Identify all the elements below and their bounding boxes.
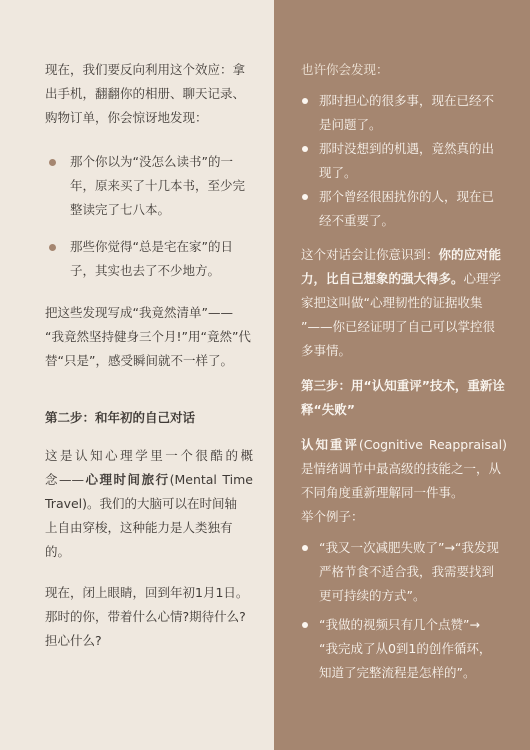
text-line: “我又一次减肥失败了”→“我发现 <box>319 540 499 555</box>
text-line: 这是认知心理学里一个很酷的概 <box>45 448 253 463</box>
right-column <box>274 0 530 750</box>
bullet-dot-icon <box>49 159 56 166</box>
list-item <box>45 150 253 222</box>
text-span: 念—— <box>45 472 85 487</box>
text-line: 那些你觉得“总是宅在家”的日 <box>70 239 233 254</box>
right-bullet-list <box>301 89 507 233</box>
text-line: 经不重要了。 <box>319 213 395 228</box>
text-line: “我完成了从0到1的创作循环， <box>319 641 492 656</box>
text-line: 整读完了七八本。 <box>70 202 171 217</box>
right-paragraph-a <box>301 243 507 363</box>
list-item <box>45 235 253 283</box>
text-line: “我做的视频只有几个点赞”→ <box>319 617 480 632</box>
right-intro <box>301 58 507 82</box>
text-line <box>301 433 507 457</box>
text-line: “我竟然坚持健身三个月!”用“竟然”代 <box>45 329 251 344</box>
text-line: 更可持续的方式”。 <box>319 588 426 603</box>
bullet-dot-icon <box>302 545 308 551</box>
left-bullet-list <box>45 150 253 222</box>
text-line: ”——你已经证明了自己可以掌控很 <box>301 319 495 334</box>
left-intro-paragraph <box>45 58 253 130</box>
text-line: 是情绪调节中最高级的技能之一，从 <box>301 461 502 476</box>
text-line: 多事情。 <box>301 343 352 358</box>
text-line: 担心什么? <box>45 633 102 648</box>
text-span: 这个对话会让你意识到： <box>301 247 439 262</box>
text-line: 家把这叫做“心理韧性的证据收集 <box>301 295 483 310</box>
list-item <box>301 185 507 233</box>
text-line: 也许你会发现： <box>301 62 389 77</box>
text-line: 上自由穿梭，这种能力是人类独有 <box>45 520 233 535</box>
text-line: 替“只是”，感受瞬间就不一样了。 <box>45 353 233 368</box>
text-line <box>301 243 507 267</box>
text-line: 购物订单，你会惊讶地发现： <box>45 110 208 125</box>
left-bullet-list <box>45 235 253 283</box>
bold-phrase: 力，比自己想象的强大得多。 <box>301 271 464 286</box>
text-line: 举个例子： <box>301 509 364 524</box>
text-line: 那个曾经很困扰你的人，现在已 <box>319 189 495 204</box>
left-paragraph-4 <box>45 581 253 653</box>
text-line: 不同角度重新理解同一件事。 <box>301 485 464 500</box>
text-line: 现在，闭上眼睛，回到年初1月1日。 <box>45 585 249 600</box>
bullet-dot-icon <box>302 98 308 104</box>
bullet-dot-icon <box>302 146 308 152</box>
text-line: 出手机，翻翻你的相册、聊天记录、 <box>45 86 246 101</box>
example-list <box>301 536 507 685</box>
text-line: 严格节食不适合我，我需要找到 <box>319 564 495 579</box>
heading-text: 第二步：和年初的自己对话 <box>45 410 196 425</box>
left-paragraph-3 <box>45 444 253 564</box>
text-line: 那时没想到的机遇，竟然真的出 <box>319 141 495 156</box>
text-line: 是问题了。 <box>319 117 382 132</box>
text-line: 的。 <box>45 544 71 559</box>
text-line: 那时的你，带着什么心情?期待什么? <box>45 609 246 624</box>
text-line: Travel)。我们的大脑可以在时间轴 <box>45 496 238 511</box>
text-span: (Mental Time <box>169 472 253 487</box>
text-line: 把这些发现写成“我竟然清单”—— <box>45 305 233 320</box>
list-item <box>301 137 507 185</box>
bold-term: 认知重评 <box>301 437 359 452</box>
text-line: 现了。 <box>319 165 357 180</box>
text-line: 那时担心的很多事，现在已经不 <box>319 93 495 108</box>
text-line: 那个你以为“没怎么读书”的一 <box>70 154 233 169</box>
step3-heading <box>301 374 507 422</box>
list-item <box>301 89 507 137</box>
text-line <box>45 468 253 492</box>
right-paragraph-b <box>301 433 507 529</box>
text-line <box>301 267 507 291</box>
bullet-dot-icon <box>49 244 56 251</box>
heading-text: 第三步：用“认知重评”技术，重新诠 <box>301 378 505 393</box>
bullet-dot-icon <box>302 194 308 200</box>
text-line: 知道了完整流程是怎样的”。 <box>319 665 476 680</box>
bold-phrase: 你的应对能 <box>438 247 502 262</box>
text-line: 现在，我们要反向利用这个效应：拿 <box>45 62 246 77</box>
list-item <box>301 536 507 608</box>
heading-text: 释“失败” <box>301 402 355 417</box>
left-paragraph-2 <box>45 301 253 373</box>
list-item <box>301 613 507 685</box>
step2-heading <box>45 406 253 430</box>
bold-term: 心理时间旅行 <box>84 472 170 487</box>
bullet-dot-icon <box>302 622 308 628</box>
text-line: 子，其实也去了不少地方。 <box>70 263 221 278</box>
text-line: 年，原来买了十几本书，至少完 <box>70 178 246 193</box>
text-span: (Cognitive Reappraisal) <box>358 437 507 452</box>
text-span: 心理学 <box>463 271 502 286</box>
